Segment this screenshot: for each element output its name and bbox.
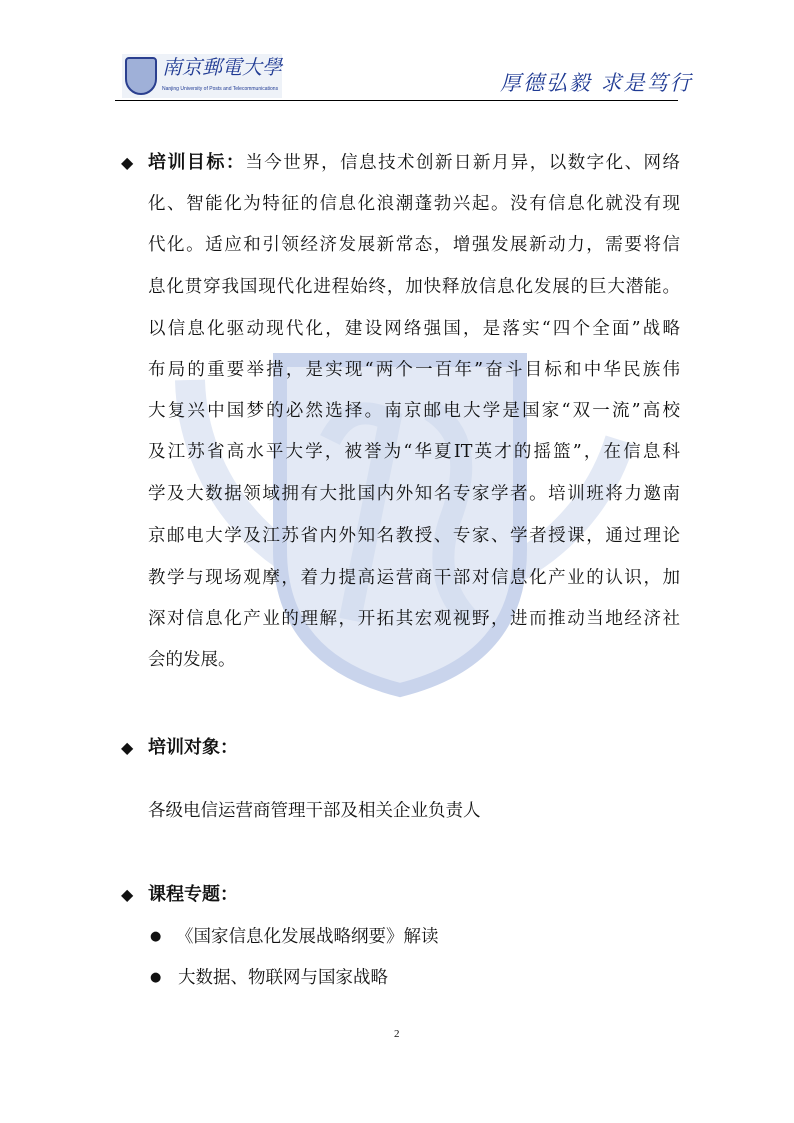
circle-bullet-icon: ● bbox=[150, 970, 162, 985]
goal-line: 以信息化驱动现代化，建设网络强国，是落实“四个全面”战略 bbox=[148, 319, 680, 339]
goal-line: 化、智能化为特征的信息化浪潮蓬勃兴起。没有信息化就没有现 bbox=[148, 194, 680, 214]
circle-bullet-icon: ● bbox=[150, 929, 162, 944]
diamond-bullet-icon: ◆ bbox=[121, 738, 134, 757]
diamond-bullet-icon: ◆ bbox=[121, 153, 134, 172]
goal-line: 及江苏省高水平大学，被誉为“华夏IT英才的摇篮”，在信息科 bbox=[148, 442, 680, 462]
goal-line: 大复兴中国梦的必然选择。南京邮电大学是国家“双一流”高校 bbox=[148, 401, 680, 421]
topic-item: 《国家信息化发展战略纲要》解读 bbox=[176, 927, 439, 947]
goal-line-text: 当今世界，信息技术创新日新月异，以数字化、网络 bbox=[245, 153, 681, 173]
diamond-bullet-icon: ◆ bbox=[121, 885, 134, 904]
university-logo bbox=[122, 54, 282, 98]
goal-line: 代化。适应和引领经济发展新常态，增强发展新动力，需要将信 bbox=[148, 235, 680, 255]
header-divider bbox=[115, 100, 678, 101]
goal-line: 布局的重要举措，是实现“两个一百年”奋斗目标和中华民族伟 bbox=[148, 360, 680, 380]
goal-line: 京邮电大学及江苏省内外知名教授、专家、学者授课，通过理论 bbox=[148, 526, 680, 546]
goal-title: 培训目标： bbox=[148, 152, 246, 173]
goal-line: 教学与现场观摩，着力提高运营商干部对信息化产业的认识，加 bbox=[148, 568, 680, 588]
goal-line: 息化贯穿我国现代化进程始终，加快释放信息化发展的巨大潜能。 bbox=[148, 277, 680, 297]
goal-line: 深对信息化产业的理解，开拓其宏观视野，进而推动当地经济社 bbox=[148, 609, 680, 629]
logo-chinese-name: 南京郵電大學 bbox=[162, 55, 282, 79]
crest-icon bbox=[125, 57, 157, 95]
logo-english-name: Nanjing University of Posts and Telecommunications bbox=[162, 86, 279, 92]
topics-title: 课程专题： bbox=[148, 884, 238, 905]
goal-line bbox=[148, 152, 680, 174]
motto: 厚德弘毅 求是笃行 bbox=[500, 71, 693, 95]
audience-text: 各级电信运营商管理干部及相关企业负责人 bbox=[148, 801, 481, 821]
goal-line: 会的发展。 bbox=[148, 650, 236, 670]
page-number: 2 bbox=[394, 1028, 400, 1040]
audience-title: 培训对象： bbox=[148, 737, 238, 758]
goal-line: 学及大数据领域拥有大批国内外知名专家学者。培训班将力邀南 bbox=[148, 484, 680, 504]
topic-item: 大数据、物联网与国家战略 bbox=[178, 968, 388, 988]
